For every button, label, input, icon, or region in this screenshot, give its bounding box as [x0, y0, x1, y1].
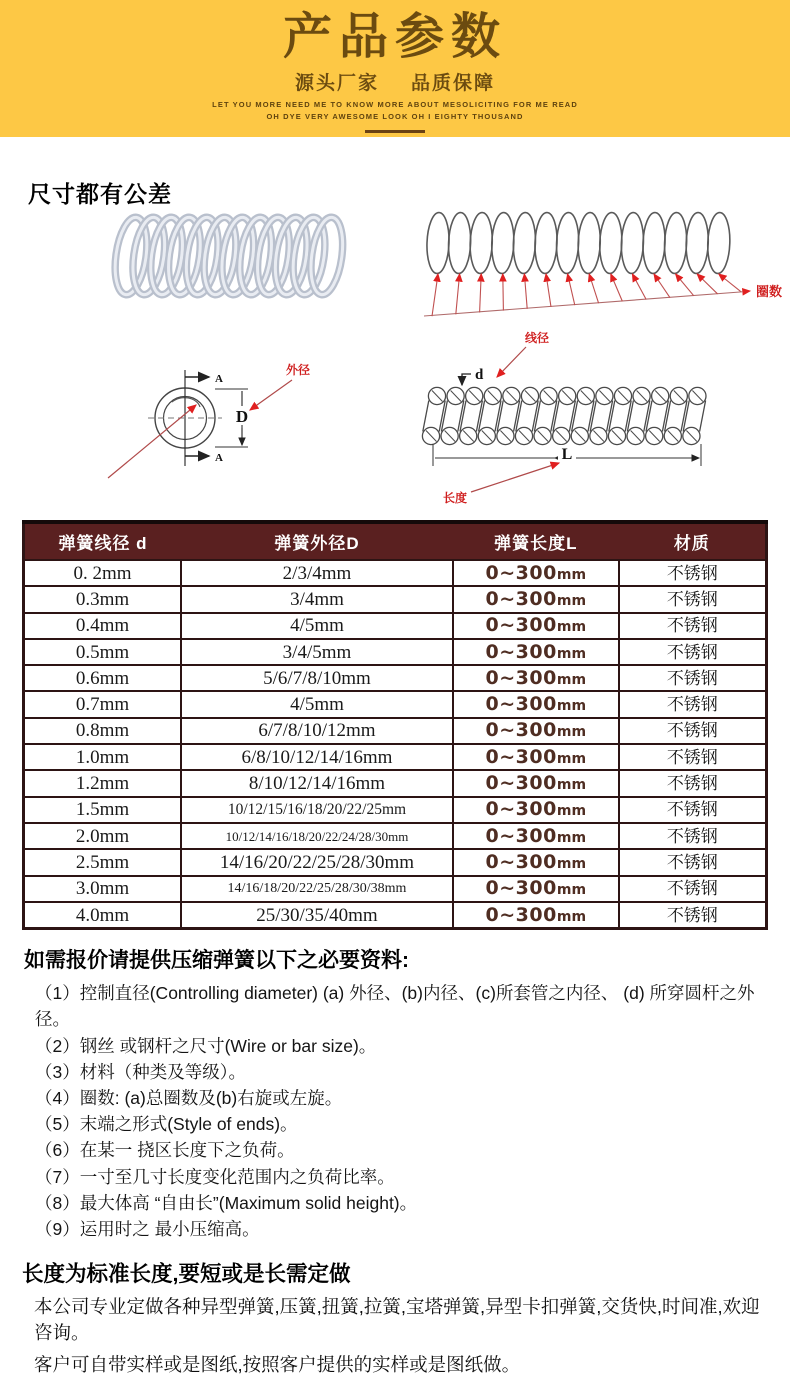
cell-wire-diameter: 0. 2mm	[24, 560, 182, 586]
footer-line1: 本公司专业定做各种异型弹簧,压簧,扭簧,拉簧,宝塔弹簧,异型卡扣弹簧,交货快,时间准,欢迎咨询。	[34, 1296, 760, 1344]
cell-length: 0~300mm	[453, 797, 619, 823]
cell-outer-diameter: 6/8/10/12/14/16mm	[181, 744, 453, 770]
cell-wire-diameter: 0.6mm	[24, 665, 182, 691]
requirement-item: （1）控制直径(Controlling diameter) (a) 外径、(b)内径、(c)所套管之内径、 (d) 所穿圆杆之外径。	[35, 983, 755, 1030]
dimension-D-label: D	[235, 407, 249, 426]
main-column	[22, 520, 768, 1378]
cell-wire-diameter: 2.0mm	[24, 823, 182, 849]
cell-length: 0~300mm	[453, 639, 619, 665]
cell-wire-diameter: 0.4mm	[24, 613, 182, 639]
table-row	[24, 613, 767, 639]
cell-outer-diameter: 25/30/35/40mm	[181, 902, 453, 929]
cell-wire-diameter: 1.2mm	[24, 770, 182, 796]
page-title: 产品参数	[282, 10, 507, 64]
footer-heading: 长度为标准长度,要短或是长需定做	[22, 1262, 351, 1287]
cell-material: 不锈钢	[619, 560, 767, 586]
cell-outer-diameter: 4/5mm	[181, 613, 453, 639]
requirement-item: （7）一寸至几寸长度变化范围内之负荷比率。	[35, 1166, 395, 1187]
cell-length: 0~300mm	[453, 691, 619, 717]
cell-wire-diameter: 3.0mm	[24, 876, 182, 902]
cell-outer-diameter: 14/16/20/22/25/28/30mm	[181, 849, 453, 875]
cell-wire-diameter: 0.3mm	[24, 586, 182, 612]
cell-material: 不锈钢	[619, 586, 767, 612]
cell-material: 不锈钢	[619, 744, 767, 770]
hero-subtitle	[0, 68, 790, 95]
cell-material: 不锈钢	[619, 639, 767, 665]
coil-count-label: 圈数	[756, 284, 783, 299]
coil-count-diagram	[422, 200, 790, 330]
spec-table	[22, 520, 768, 930]
cell-wire-diameter: 4.0mm	[24, 902, 182, 929]
section-a-top-label: A	[215, 373, 223, 385]
cell-material: 不锈钢	[619, 691, 767, 717]
requirement-item: （6）在某一 挠区长度下之负荷。	[35, 1140, 295, 1161]
cell-length: 0~300mm	[453, 876, 619, 902]
table-row	[24, 560, 767, 586]
quote-requirements-list	[22, 980, 768, 1242]
table-row	[24, 797, 767, 823]
table-row	[24, 639, 767, 665]
cell-material: 不锈钢	[619, 876, 767, 902]
cell-wire-diameter: 0.5mm	[24, 639, 182, 665]
column-header: 弹簧长度L	[453, 522, 619, 560]
cell-outer-diameter: 4/5mm	[181, 691, 453, 717]
table-row	[24, 691, 767, 717]
tagline-line1: LET YOU MORE NEED ME TO KNOW MORE ABOUT MESOLICITING FOR ME READ	[212, 100, 578, 110]
spec-table-header-row	[24, 522, 767, 560]
requirement-item: （5）末端之形式(Style of ends)。	[35, 1114, 298, 1135]
cell-material: 不锈钢	[619, 718, 767, 744]
table-row	[24, 665, 767, 691]
hero-banner	[0, 0, 790, 137]
cell-length: 0~300mm	[453, 613, 619, 639]
cell-outer-diameter: 2/3/4mm	[181, 560, 453, 586]
divider-line	[365, 130, 425, 133]
column-header: 弹簧线径 d	[24, 522, 182, 560]
cell-outer-diameter: 14/16/18/20/22/25/28/30/38mm	[181, 876, 453, 902]
cell-outer-diameter: 10/12/14/16/18/20/22/24/28/30mm	[181, 823, 453, 849]
cell-length: 0~300mm	[453, 586, 619, 612]
cell-outer-diameter: 10/12/15/16/18/20/22/25mm	[181, 797, 453, 823]
cell-outer-diameter: 6/7/8/10/12mm	[181, 718, 453, 744]
cell-material: 不锈钢	[619, 770, 767, 796]
dimension-L-label: L	[561, 446, 573, 463]
cell-length: 0~300mm	[453, 560, 619, 586]
column-header: 材质	[619, 522, 767, 560]
dimension-d-label: d	[475, 367, 484, 383]
requirement-item: （2）钢丝 或钢杆之尺寸(Wire or bar size)。	[35, 1035, 377, 1056]
cell-material: 不锈钢	[619, 797, 767, 823]
cell-outer-diameter: 3/4/5mm	[181, 639, 453, 665]
length-diagram	[425, 326, 725, 508]
subtitle-right: 品质保障	[411, 73, 496, 95]
cell-outer-diameter: 3/4mm	[181, 586, 453, 612]
table-row	[24, 849, 767, 875]
wire-diameter-label: 线径	[525, 331, 550, 345]
table-row	[24, 876, 767, 902]
requirement-item: （8）最大体高 “自由长”(Maximum solid height)。	[35, 1192, 418, 1213]
cell-wire-diameter: 1.5mm	[24, 797, 182, 823]
tolerance-note: 尺寸都有公差	[28, 181, 172, 207]
table-row	[24, 744, 767, 770]
outer-diameter-label: 外径	[286, 363, 311, 377]
length-label: 长度	[443, 491, 468, 505]
cell-length: 0~300mm	[453, 718, 619, 744]
cell-material: 不锈钢	[619, 902, 767, 929]
cell-length: 0~300mm	[453, 849, 619, 875]
cell-wire-diameter: 0.8mm	[24, 718, 182, 744]
footer-line2: 客户可自带实样或是图纸,按照客户提供的实样或是图纸做。	[34, 1354, 521, 1376]
spring-photo	[110, 210, 348, 305]
hero-tagline	[0, 99, 790, 122]
table-row	[24, 586, 767, 612]
cell-material: 不锈钢	[619, 823, 767, 849]
subtitle-left: 源头厂家	[294, 73, 379, 95]
requirement-item: （9）运用时之 最小压缩高。	[35, 1218, 260, 1239]
table-row	[24, 823, 767, 849]
cell-wire-diameter: 1.0mm	[24, 744, 182, 770]
cell-length: 0~300mm	[453, 770, 619, 796]
cell-material: 不锈钢	[619, 849, 767, 875]
section-a-bottom-label: A	[215, 452, 223, 464]
requirement-item: （3）材料（种类及等级）。	[35, 1061, 246, 1082]
quote-heading: 如需报价请提供压缩弹簧以下之必要资料:	[24, 949, 409, 973]
tagline-line2: OH DYE VERY AWESOME LOOK OH I EIGHTY THOUSAND	[266, 112, 524, 122]
cell-wire-diameter: 2.5mm	[24, 849, 182, 875]
table-row	[24, 718, 767, 744]
cell-length: 0~300mm	[453, 665, 619, 691]
cell-outer-diameter: 8/10/12/14/16mm	[181, 770, 453, 796]
cell-length: 0~300mm	[453, 744, 619, 770]
cell-material: 不锈钢	[619, 665, 767, 691]
table-row	[24, 902, 767, 929]
cell-wire-diameter: 0.7mm	[24, 691, 182, 717]
cell-length: 0~300mm	[453, 823, 619, 849]
outer-diameter-diagram	[78, 358, 343, 513]
column-header: 弹簧外径D	[181, 522, 453, 560]
requirement-item: （4）圈数: (a)总圈数及(b)右旋或左旋。	[35, 1087, 343, 1108]
cell-outer-diameter: 5/6/7/8/10mm	[181, 665, 453, 691]
cell-length: 0~300mm	[453, 902, 619, 929]
table-row	[24, 770, 767, 796]
spec-table-body	[24, 560, 767, 929]
cell-material: 不锈钢	[619, 613, 767, 639]
